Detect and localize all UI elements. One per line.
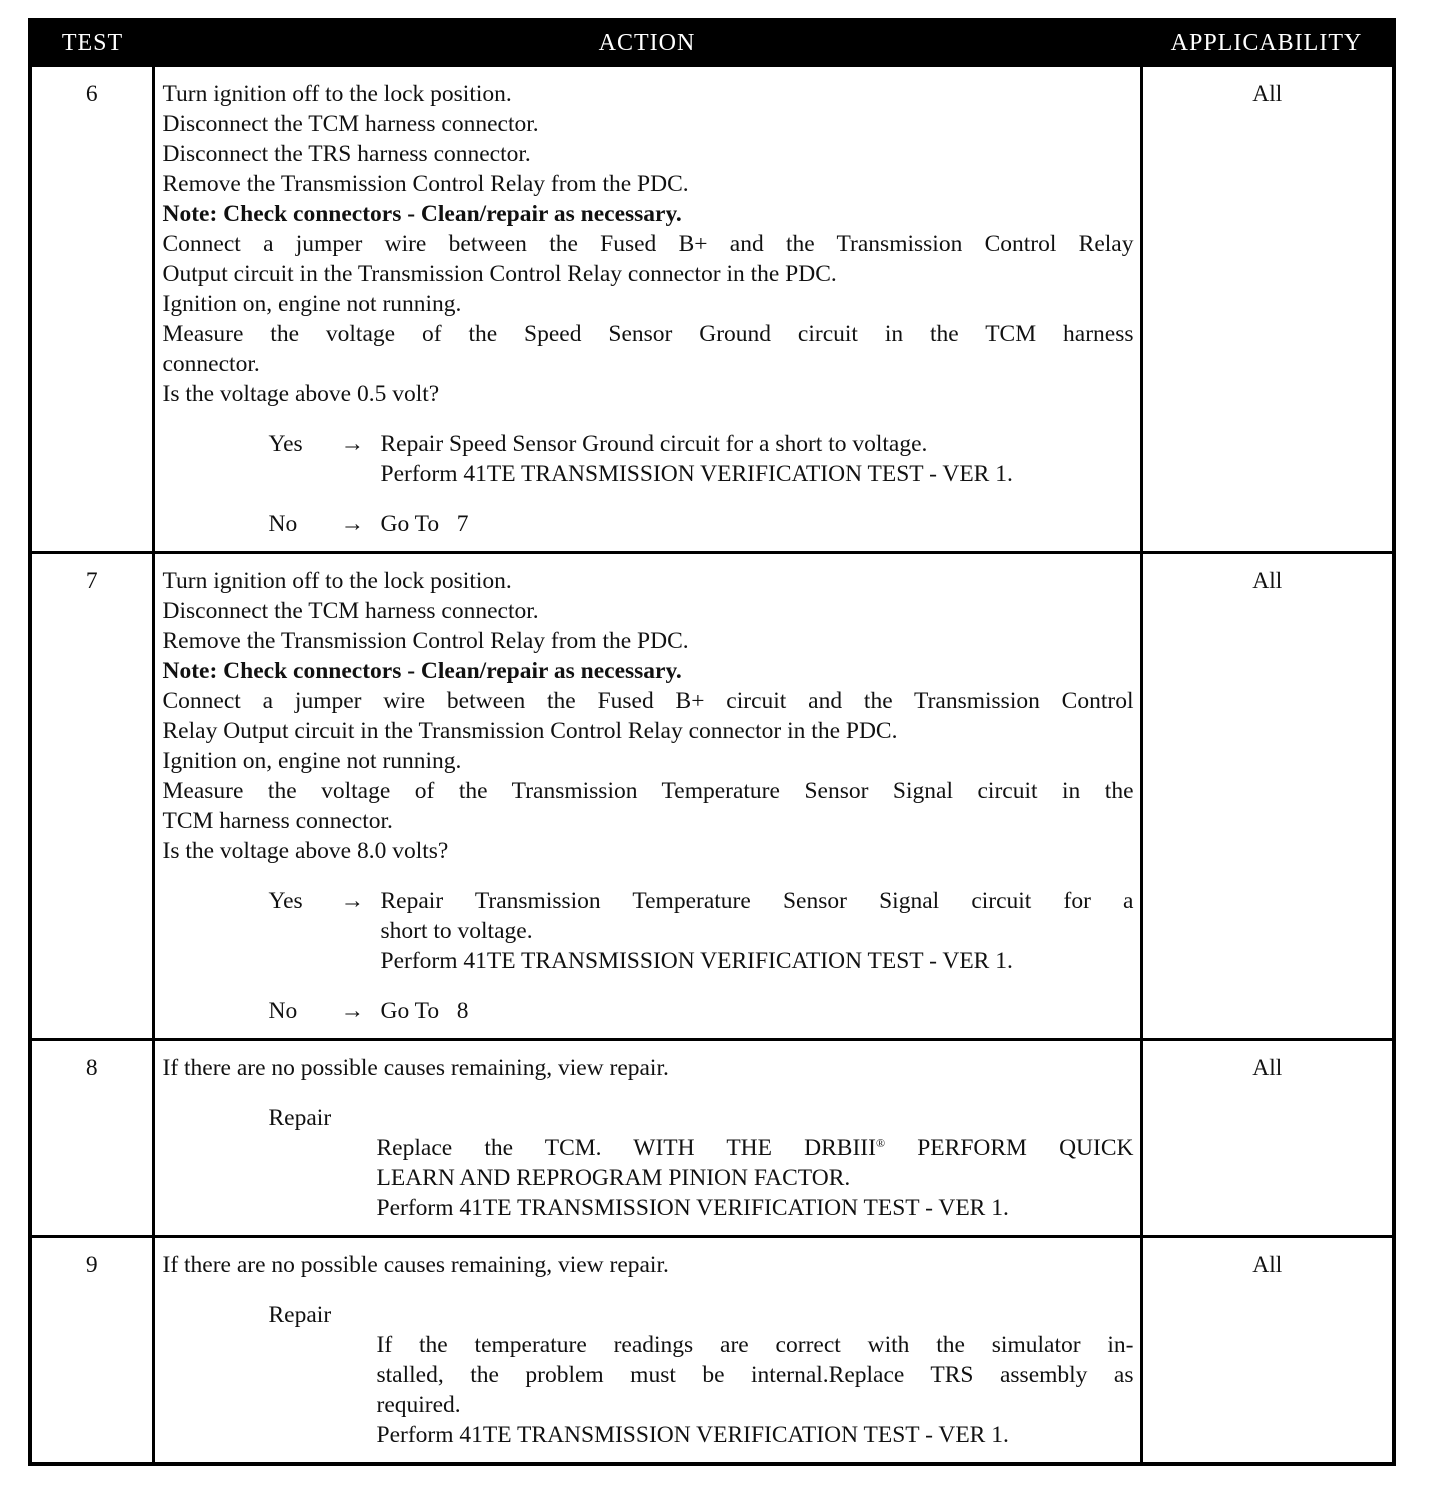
action-cell xyxy=(153,553,1141,1040)
arrow-right-icon: → xyxy=(340,431,364,457)
test-row-7 xyxy=(30,553,1394,1040)
diagnostic-test-table xyxy=(28,18,1396,1466)
yes-action-text: Repair Transmission Temperature Sensor Signal circuit for a xyxy=(380,888,1134,914)
verification-text: Perform 41TE TRANSMISSION VERIFICATION TEST - VER 1. xyxy=(376,1195,1009,1221)
repair-text: required. xyxy=(376,1392,461,1418)
goto-link[interactable]: Go To 8 xyxy=(380,998,469,1024)
step-text: TCM harness connector. xyxy=(162,808,393,834)
step-text: Connect a jumper wire between the Fused B+ and the Transmission Control Relay xyxy=(162,231,1134,257)
action-cell xyxy=(153,66,1141,553)
yes-action-text: Repair Speed Sensor Ground circuit for a short to voltage. xyxy=(380,431,928,457)
repair-text: Replace the TCM. WITH THE DRBIII® PERFORM QUICK xyxy=(376,1135,1134,1161)
yes-outcome xyxy=(163,886,1134,976)
arrow-right-icon: → xyxy=(340,511,364,537)
yes-label: Yes xyxy=(268,431,303,457)
test-number: 6 xyxy=(30,66,153,553)
repair-text: If the temperature readings are correct with the simulator in- xyxy=(376,1332,1134,1358)
step-text: Output circuit in the Transmission Control Relay connector in the PDC. xyxy=(162,261,837,287)
action-cell xyxy=(153,1237,1141,1465)
step-text: Disconnect the TCM harness connector. xyxy=(162,598,539,624)
repair-body xyxy=(377,1330,1134,1450)
registered-mark: ® xyxy=(875,1136,886,1150)
action-cell xyxy=(153,1040,1141,1237)
step-text: Measure the voltage of the Speed Sensor Ground circuit in the TCM harness xyxy=(162,321,1134,347)
step-text: Disconnect the TCM harness connector. xyxy=(162,111,539,137)
header-applicability: APPLICABILITY xyxy=(1141,20,1394,66)
header-test: TEST xyxy=(30,20,153,66)
verification-text: Perform 41TE TRANSMISSION VERIFICATION TEST - VER 1. xyxy=(380,948,1013,974)
test-number: 8 xyxy=(30,1040,153,1237)
goto-link[interactable]: Go To 7 xyxy=(380,511,469,537)
test-row-6 xyxy=(30,66,1394,553)
no-label: No xyxy=(268,511,298,537)
step-text: Ignition on, engine not running. xyxy=(162,291,462,317)
step-text: Measure the voltage of the Transmission Temperature Sensor Signal circuit in the xyxy=(162,778,1134,804)
repair-label: Repair xyxy=(268,1105,332,1131)
question-text: Is the voltage above 8.0 volts? xyxy=(162,838,449,864)
yes-outcome xyxy=(163,429,1134,489)
repair-body xyxy=(377,1133,1134,1223)
arrow-right-icon: → xyxy=(340,998,364,1024)
step-text: Ignition on, engine not running. xyxy=(162,748,462,774)
applicability-cell: All xyxy=(1141,1237,1394,1465)
step-text: Remove the Transmission Control Relay from the PDC. xyxy=(162,171,689,197)
yes-action-text: short to voltage. xyxy=(380,918,533,944)
applicability-cell: All xyxy=(1141,553,1394,1040)
step-text: connector. xyxy=(162,351,260,377)
intro-text: If there are no possible causes remaining, view repair. xyxy=(162,1252,669,1278)
repair-text: LEARN AND REPROGRAM PINION FACTOR. xyxy=(376,1165,851,1191)
note-text: Note: Check connectors - Clean/repair as necessary. xyxy=(162,658,682,684)
verification-text: Perform 41TE TRANSMISSION VERIFICATION TEST - VER 1. xyxy=(380,461,1013,487)
test-row-8 xyxy=(30,1040,1394,1237)
step-text: Disconnect the TRS harness connector. xyxy=(162,141,531,167)
no-label: No xyxy=(268,998,298,1024)
yes-label: Yes xyxy=(268,888,303,914)
step-text: Turn ignition off to the lock position. xyxy=(162,568,512,594)
step-text: Turn ignition off to the lock position. xyxy=(162,81,512,107)
verification-text: Perform 41TE TRANSMISSION VERIFICATION TEST - VER 1. xyxy=(376,1422,1009,1448)
test-row-9 xyxy=(30,1237,1394,1465)
applicability-cell: All xyxy=(1141,1040,1394,1237)
note-text: Note: Check connectors - Clean/repair as necessary. xyxy=(162,201,682,227)
step-text: Relay Output circuit in the Transmission Control Relay connector in the PDC. xyxy=(162,718,898,744)
no-outcome xyxy=(163,509,1134,539)
intro-text: If there are no possible causes remaining, view repair. xyxy=(162,1055,669,1081)
question-text: Is the voltage above 0.5 volt? xyxy=(162,381,440,407)
step-text: Remove the Transmission Control Relay from the PDC. xyxy=(162,628,689,654)
test-number: 9 xyxy=(30,1237,153,1465)
test-number: 7 xyxy=(30,553,153,1040)
step-text: Connect a jumper wire between the Fused B+ circuit and the Transmission Control xyxy=(162,688,1134,714)
no-outcome xyxy=(163,996,1134,1026)
applicability-cell: All xyxy=(1141,66,1394,553)
repair-label: Repair xyxy=(268,1302,332,1328)
arrow-right-icon: → xyxy=(340,888,364,914)
table-header-row xyxy=(30,20,1394,66)
repair-text: stalled, the problem must be internal.Replace TRS assembly as xyxy=(376,1362,1134,1388)
header-action: ACTION xyxy=(153,20,1141,66)
